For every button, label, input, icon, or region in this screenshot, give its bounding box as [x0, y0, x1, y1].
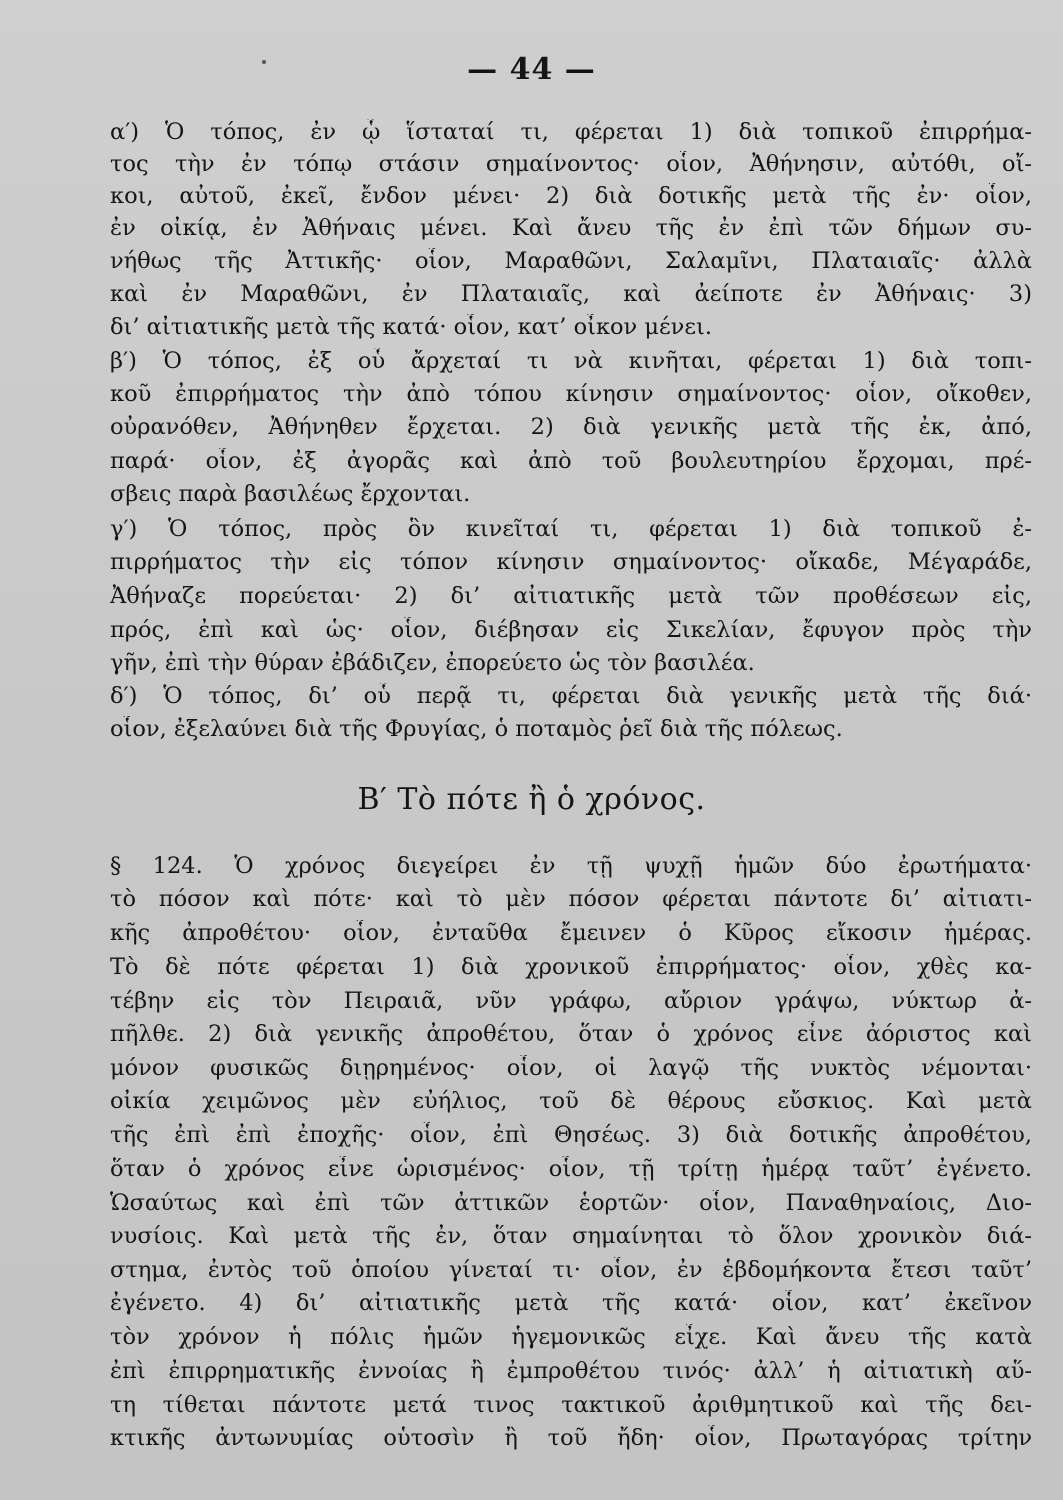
text-line: οἰκία χειμῶνος μὲν εὐήλιος, τοῦ δὲ θέρους εὔσκιος. Καὶ μετὰ — [110, 1088, 1032, 1114]
text-line: τη τίθεται πάντοτε μετά τινος τακτικοῦ ἀριθμητικοῦ καὶ τῆς δει- — [110, 1392, 1032, 1418]
text-line: νήθως τῆς Ἀττικῆς· οἷον, Μαραθῶνι, Σαλαμῖνι, Πλαταιαῖς· ἀλλὰ — [110, 248, 1032, 274]
text-line: σβεις παρὰ βασιλέως ἔρχονται. — [110, 481, 471, 507]
text-line: καὶ ἐν Μαραθῶνι, ἐν Πλαταιαῖς, καὶ ἀείποτε ἐν Ἀθήναις· 3) — [110, 281, 1032, 307]
text-line: β′) Ὁ τόπος, ἐξ οὗ ἄρχεταί τι νὰ κινῆται, φέρεται 1) διὰ τοπι- — [110, 348, 1032, 374]
text-line: τῆς ἐπὶ ἐπὶ ἐποχῆς· οἷον, ἐπὶ Θησέως. 3) διὰ δοτικῆς ἀπροθέτου, — [110, 1122, 1032, 1148]
page-number: — 44 — — [467, 52, 596, 87]
text-line: οὐρανόθεν, Ἀθήνηθεν ἔρχεται. 2) διὰ γενικῆς μετὰ τῆς ἐκ, ἀπό, — [110, 414, 1032, 440]
text-line: πῆλθε. 2) διὰ γενικῆς ἀπροθέτου, ὅταν ὁ χρόνος εἶνε ἀόριστος καὶ — [110, 1021, 1032, 1047]
text-line: ἐγένετο. 4) δι’ αἰτιατικῆς μετὰ τῆς κατά· οἷον, κατ’ ἐκεῖνον — [110, 1290, 1032, 1316]
text-line: πρός, ἐπὶ καὶ ὡς· οἷον, διέβησαν εἰς Σικελίαν, ἔφυγον πρὸς τὴν — [110, 617, 1032, 643]
text-line: τὸ πόσον καὶ πότε· καὶ τὸ μὲν πόσον φέρεται πάντοτε δι’ αἰτιατι- — [110, 886, 1032, 912]
text-line: Ἀθήναζε πορεύεται· 2) δι’ αἰτιατικῆς μετὰ τῶν προθέσεων εἰς, — [110, 583, 1032, 609]
text-line: μόνον φυσικῶς διῃρημένος· οἷον, οἱ λαγῷ τῆς νυκτὸς νέμονται· — [110, 1055, 1032, 1081]
text-line: κτικῆς ἀντωνυμίας οὑτοσὶν ἢ τοῦ ἤδη· οἷον, Πρωταγόρας τρίτην — [110, 1425, 1032, 1451]
text-line: κοῦ ἐπιρρήματος τὴν ἀπὸ τόπου κίνησιν σημαίνοντος· οἷον, οἴκοθεν, — [110, 381, 1032, 407]
text-line: ἐπὶ ἐπιρρηματικῆς ἐννοίας ἢ ἐμπροθέτου τινός· ἀλλ’ ἡ αἰτιατικὴ αὕ- — [110, 1358, 1032, 1384]
text-line: δι’ αἰτιατικῆς μετὰ τῆς κατά· οἷον, κατ’ οἶκον μένει. — [110, 314, 712, 340]
text-line: § 124. Ὁ χρόνος διεγείρει ἐν τῇ ψυχῇ ἡμῶν δύο ἐρωτήματα· — [110, 853, 1032, 879]
text-line: οἷον, ἐξελαύνει διὰ τῆς Φρυγίας, ὁ ποταμὸς ῥεῖ διὰ τῆς πόλεως. — [110, 716, 843, 742]
text-line: τέβην εἰς τὸν Πειραιᾶ, νῦν γράφω, αὔριον γράψω, νύκτωρ ἀ- — [110, 988, 1032, 1014]
text-line: δ′) Ὁ τόπος, δι’ οὗ περᾷ τι, φέρεται διὰ γενικῆς μετὰ τῆς διά· — [110, 683, 1032, 709]
text-line: στημα, ἐντὸς τοῦ ὁποίου γίνεταί τι· οἷον, ἐν ἑβδομήκοντα ἔτεσι ταῦτ’ — [110, 1257, 1032, 1283]
text-line: α′) Ὁ τόπος, ἐν ᾧ ἵσταταί τι, φέρεται 1) διὰ τοπικοῦ ἐπιρρήμα- — [110, 119, 1032, 145]
text-line: νυσίοις. Καὶ μετὰ τῆς ἐν, ὅταν σημαίνηται τὸ ὅλον χρονικὸν διά- — [110, 1223, 1032, 1249]
text-line: Τὸ δὲ πότε φέρεται 1) διὰ χρονικοῦ ἐπιρρήματος· οἷον, χθὲς κα- — [110, 954, 1032, 980]
text-line: πιρρήματος τὴν εἰς τόπον κίνησιν σημαίνοντος· οἴκαδε, Μέγαράδε, — [110, 549, 1032, 575]
text-line: γῆν, ἐπὶ τὴν θύραν ἐβάδιζεν, ἐπορεύετο ὡς τὸν βασιλέα. — [110, 650, 755, 676]
text-line: ἐν οἰκίᾳ, ἐν Ἀθήναις μένει. Καὶ ἄνευ τῆς ἐν ἐπὶ τῶν δήμων συ- — [110, 215, 1032, 241]
text-line: κοι, αὐτοῦ, ἐκεῖ, ἔνδον μένει· 2) διὰ δοτικῆς μετὰ τῆς ἐν· οἷον, — [110, 183, 1032, 209]
text-line: τὸν χρόνον ἡ πόλις ἡμῶν ἡγεμονικῶς εἶχε. Καὶ ἄνευ τῆς κατὰ — [110, 1324, 1032, 1350]
text-line: παρά· οἷον, ἐξ ἀγορᾶς καὶ ἀπὸ τοῦ βουλευτηρίου ἔρχομαι, πρέ- — [110, 448, 1032, 474]
text-line: γ′) Ὁ τόπος, πρὸς ὃν κινεῖταί τι, φέρεται 1) διὰ τοπικοῦ ἐ- — [110, 516, 1032, 542]
text-line: ὅταν ὁ χρόνος εἶνε ὡρισμένος· οἷον, τῇ τρίτῃ ἡμέρᾳ ταῦτ’ ἐγένετο. — [110, 1156, 1032, 1182]
text-line: Ὡσαύτως καὶ ἐπὶ τῶν ἀττικῶν ἑορτῶν· οἷον, Παναθηναίοις, Διο- — [110, 1190, 1032, 1216]
text-line: τος τὴν ἐν τόπῳ στάσιν σημαίνοντος· οἷον, Ἀθήνησιν, αὐτόθι, οἴ- — [110, 151, 1032, 177]
text-line: κῆς ἀπροθέτου· οἷον, ἐνταῦθα ἔμεινεν ὁ Κῦρος εἴκοσιν ἡμέρας. — [110, 920, 1032, 946]
section-heading: Β′ Τὸ πότε ἢ ὁ χρόνος. — [357, 782, 706, 817]
